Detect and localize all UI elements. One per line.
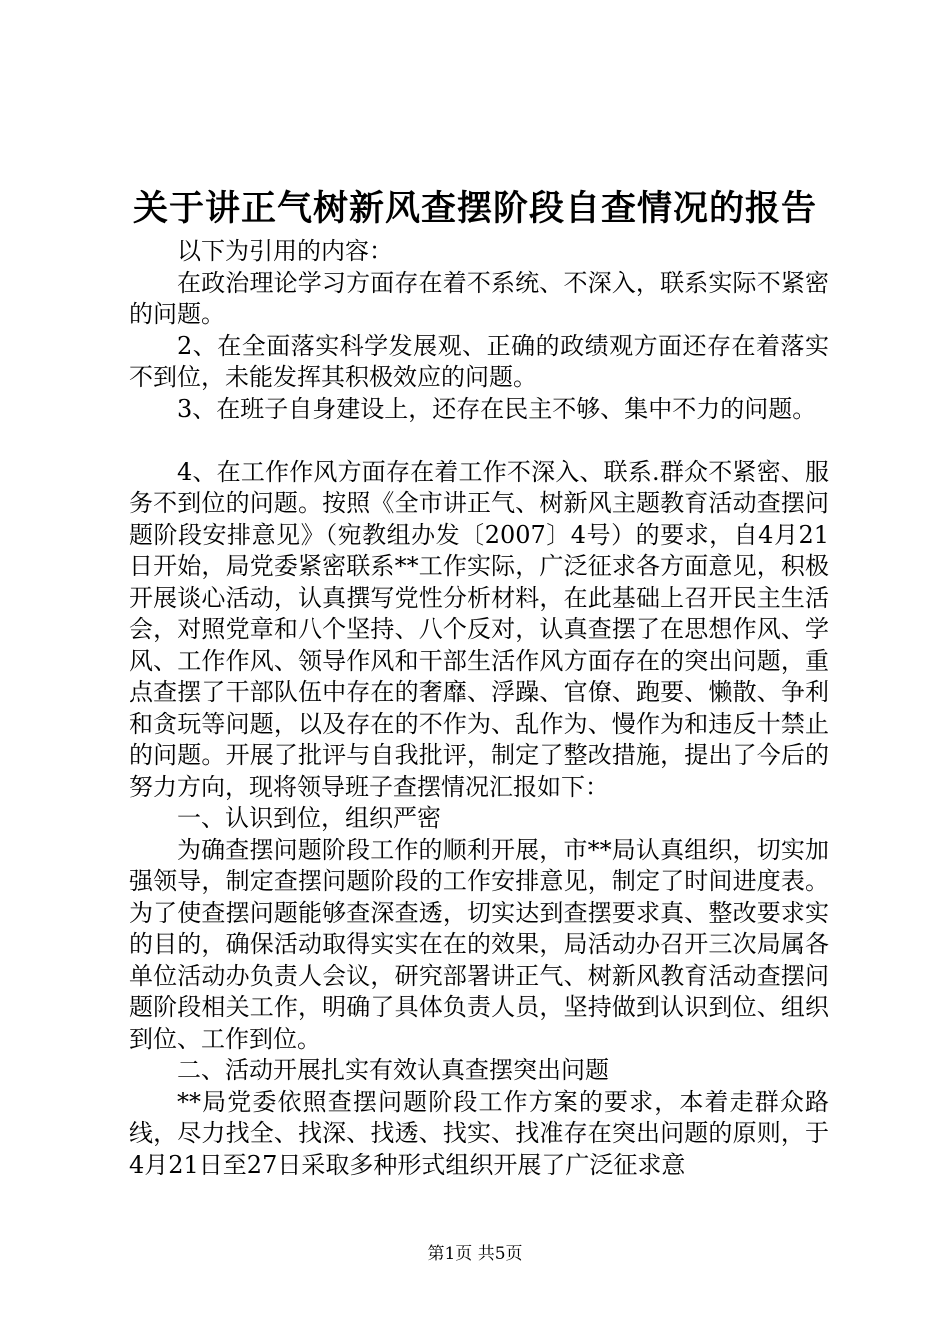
paragraph-item-1: 在政治理论学习方面存在着不系统、不深入，联系实际不紧密的问题。 — [129, 268, 829, 328]
paragraph-quote-intro: 以下为引用的内容： — [177, 237, 393, 265]
section-heading-2: 二、活动开展扎实有效认真查摆突出问题 — [177, 1056, 609, 1084]
paragraph-item-2: 2、在全面落实科学发展观、正确的政绩观方面还存在着落实不到位，未能发挥其积极效应的问题。 — [129, 331, 829, 391]
paragraph-item-3: 3、在班子自身建设上，还存在民主不够、集中不力的问题。 — [177, 394, 817, 423]
document-body — [129, 236, 829, 1181]
page-footer: 第1页 共5页 — [427, 1244, 523, 1264]
document-title: 关于讲正气树新风查摆阶段自查情况的报告 — [132, 188, 817, 229]
section-heading-1: 一、认识到位，组织严密 — [177, 804, 441, 832]
paragraph-item-4: 4、在工作作风方面存在着工作不深入、联系.群众不紧密、服务不到位的问题。按照《全市讲正气、树新风主题教育活动查摆问题阶段安排意见》（宛教组办发〔2007〕4号）的要求，自4月21日开始，局党委紧密联系**工作实际，广泛征求各方面意见，积极开展谈心活动，认真撰写党性分析材料，在此基础上召开民主生活会，对照党章和八个坚持、八个反对，认真查摆了在思想作风、学风、工作作风、领导作风和干部生活作风方面存在的突出问题，重点查摆了干部队伍中存在的奢靡、浮躁、官僚、跑要、懒散、争利和贪玩等问题，以及存在的不作为、乱作为、慢作为和违反十禁止的问题。开展了批评与自我批评，制定了整改措施，提出了今后的努力方向，现将领导班子查摆情况汇报如下： — [129, 457, 829, 801]
paragraph-section-1: 为确查摆问题阶段工作的顺利开展，市**局认真组织，切实加强领导，制定查摆问题阶段的工作安排意见，制定了时间进度表。为了使查摆问题能够查深查透，切实达到查摆要求真、整改要求实的目的，确保活动取得实实在在的效果，局活动办召开三次局属各单位活动办负责人会议，研究部署讲正气、树新风教育活动查摆问题阶段相关工作，明确了具体负责人员，坚持做到认识到位、组织到位、工作到位。 — [129, 835, 829, 1053]
paragraph-section-2: **局党委依照查摆问题阶段工作方案的要求，本着走群众路线，尽力找全、找深、找透、找实、找准存在突出问题的原则，于4月21日至27日采取多种形式组织开展了广泛征求意 — [129, 1087, 829, 1179]
